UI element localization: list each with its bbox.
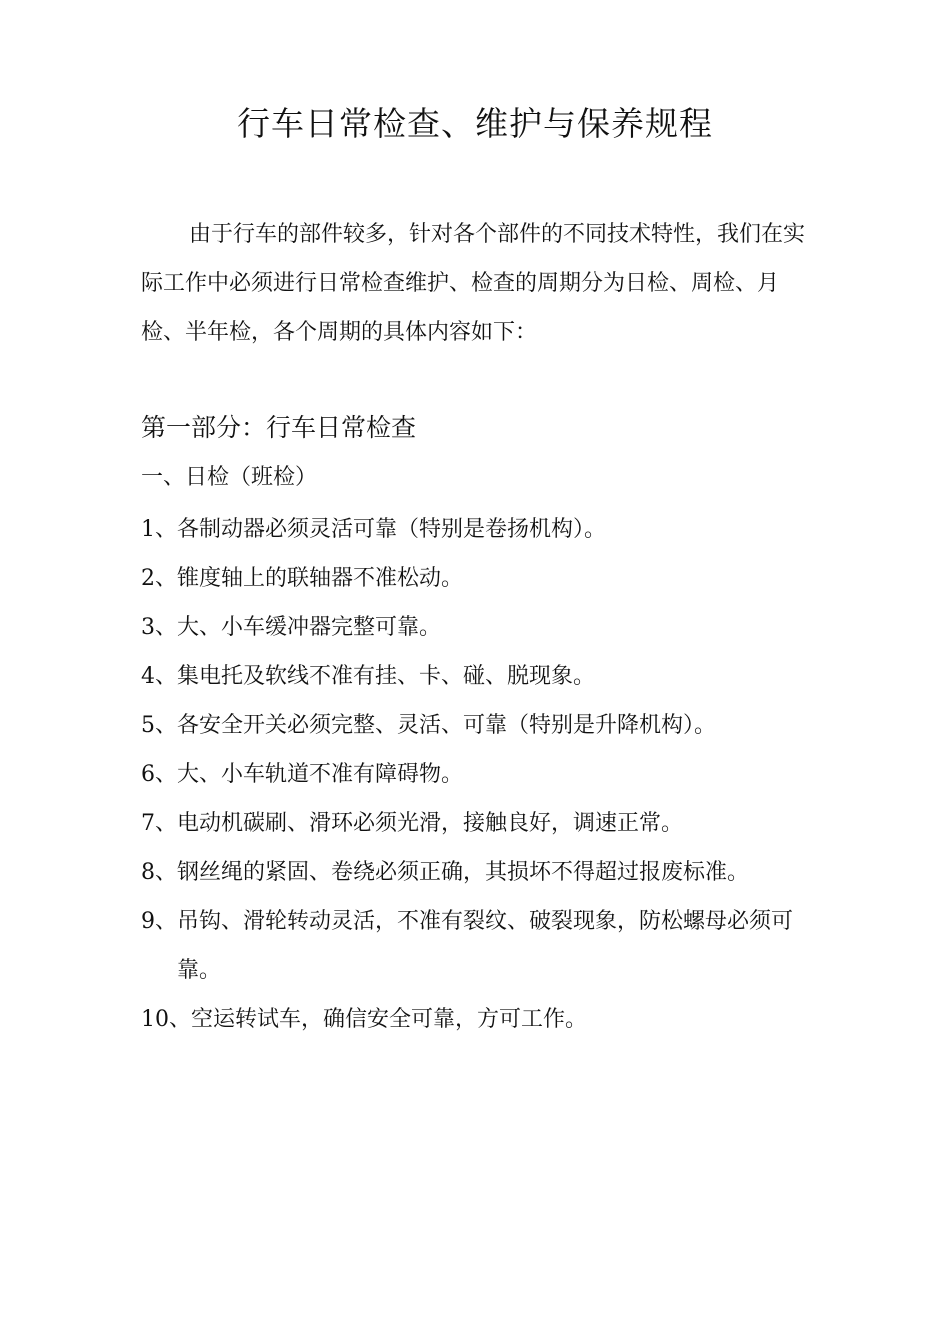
item-text: 大、小车轨道不准有障碍物。 <box>177 762 464 787</box>
item-number: 7、 <box>141 811 177 836</box>
list-item <box>141 995 811 1044</box>
item-text: 集电托及软线不准有挂、卡、碰、脱现象。 <box>177 664 596 689</box>
item-number: 9、 <box>141 909 177 934</box>
item-number: 1、 <box>141 517 177 542</box>
list-item <box>141 652 811 701</box>
item-number: 6、 <box>141 762 177 787</box>
list-item <box>141 554 811 603</box>
list-item <box>141 701 811 750</box>
section-heading: 第一部分：行车日常检查 <box>141 413 417 442</box>
item-text: 各安全开关必须完整、灵活、可靠（特别是升降机构）。 <box>177 713 717 738</box>
sub-heading: 一、日检（班检） <box>141 465 318 490</box>
item-text: 各制动器必须灵活可靠（特别是卷扬机构）。 <box>177 517 607 542</box>
list-item <box>141 848 811 897</box>
item-number: 5、 <box>141 713 177 738</box>
list-item <box>141 750 811 799</box>
item-number: 2、 <box>141 566 177 591</box>
list-item <box>141 799 811 848</box>
item-text: 电动机碳刷、滑环必须光滑，接触良好，调速正常。 <box>177 811 684 836</box>
list-item <box>141 505 811 554</box>
item-text: 空运转试车，确信安全可靠，方可工作。 <box>191 1007 588 1032</box>
list-item <box>141 603 811 652</box>
list-item <box>141 897 811 995</box>
item-number: 10、 <box>141 1007 191 1032</box>
item-number: 8、 <box>141 860 177 885</box>
intro-paragraph: 由于行车的部件较多，针对各个部件的不同技术特性，我们在实际工作中必须进行日常检查维护、检查的周期分为日检、周检、月检、半年检，各个周期的具体内容如下： <box>141 222 806 345</box>
item-text: 锥度轴上的联轴器不准松动。 <box>177 566 464 591</box>
item-text: 吊钩、滑轮转动灵活，不准有裂纹、破裂现象，防松螺母必须可靠。 <box>177 909 794 983</box>
item-number: 4、 <box>141 664 177 689</box>
item-number: 3、 <box>141 615 177 640</box>
document-title: 行车日常检查、维护与保养规程 <box>237 104 713 143</box>
item-text: 钢丝绳的紧固、卷绕必须正确，其损坏不得超过报废标准。 <box>177 860 750 885</box>
checklist <box>141 505 811 1044</box>
item-text: 大、小车缓冲器完整可靠。 <box>177 615 442 640</box>
